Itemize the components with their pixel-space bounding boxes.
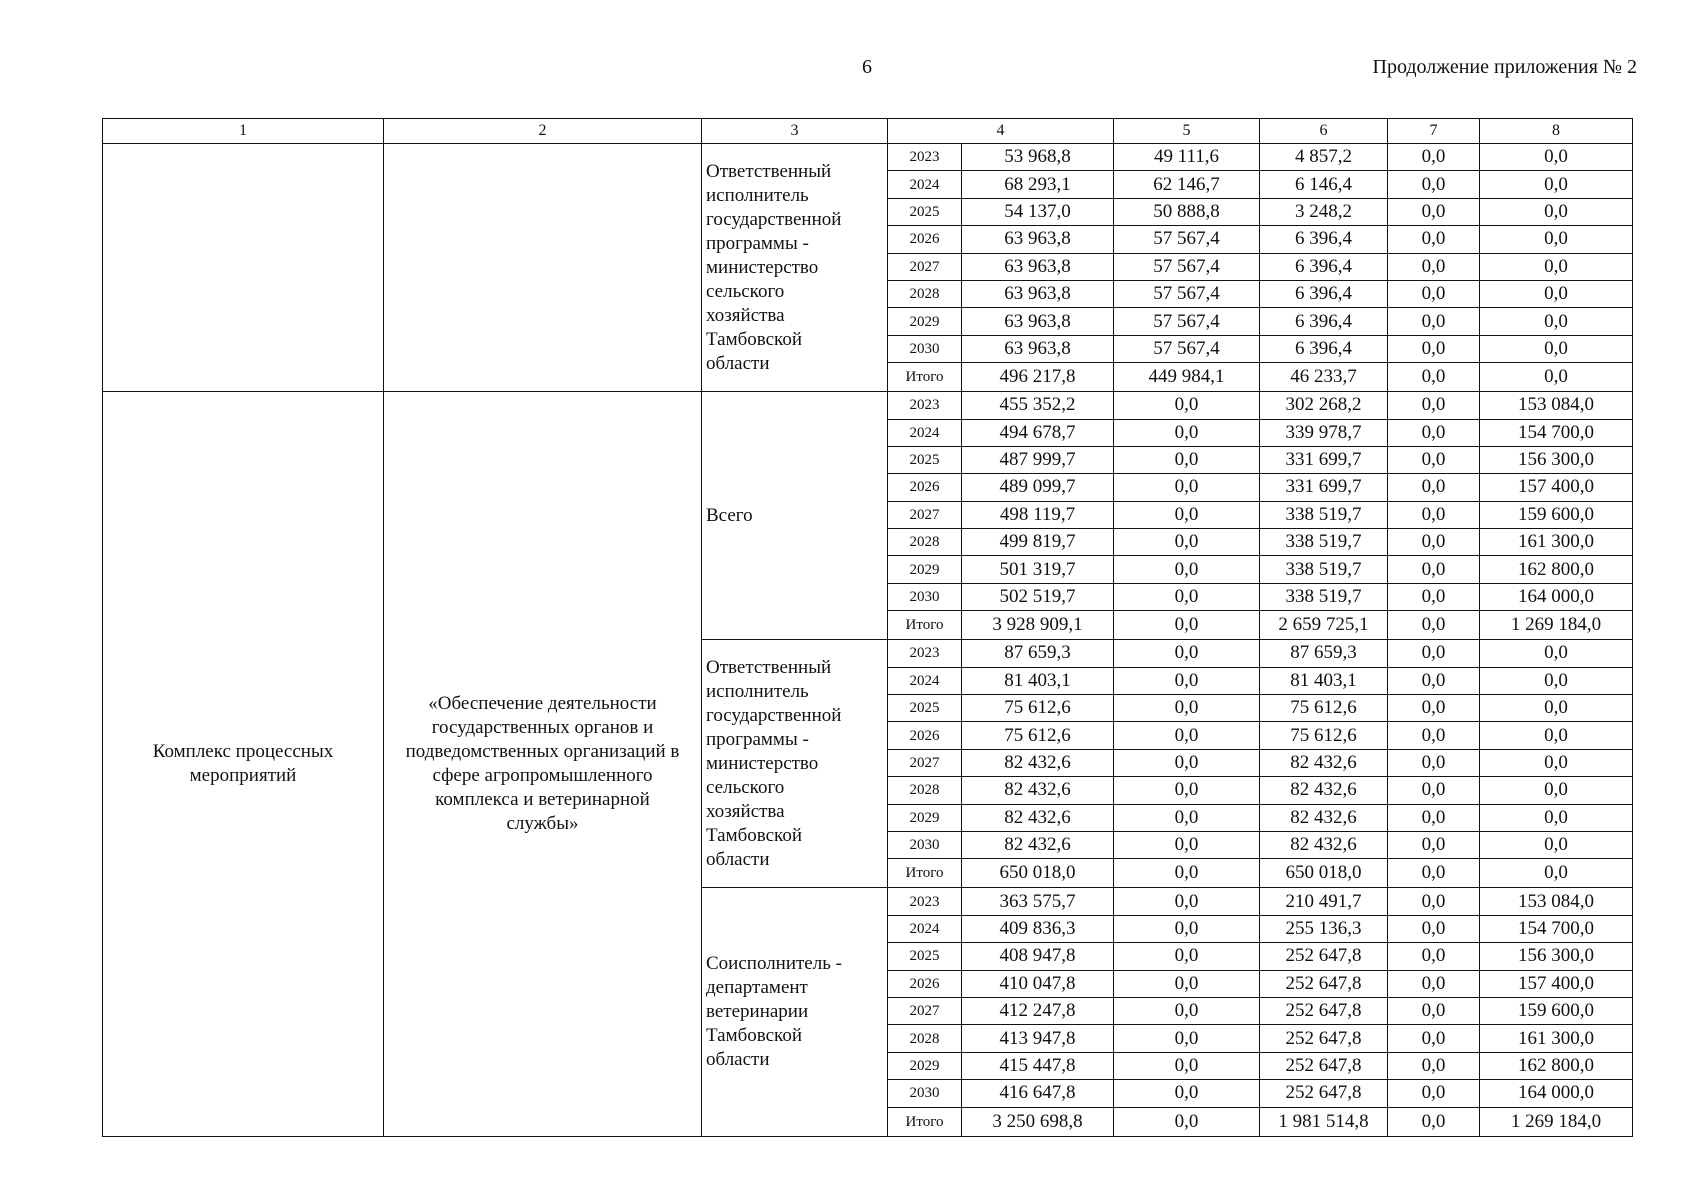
value-cell: 650 018,0: [962, 859, 1114, 888]
value-cell: 0,0: [1388, 695, 1480, 722]
year-cell: 2028: [888, 529, 962, 556]
year-cell: Итого: [888, 611, 962, 640]
complex-name-cell-line: комплекса и ветеринарной: [435, 788, 650, 810]
value-cell: 87 659,3: [962, 640, 1114, 667]
year-cell: 2028: [888, 1025, 962, 1052]
value-cell: 0,0: [1388, 363, 1480, 392]
value-cell: 0,0: [1388, 501, 1480, 528]
value-cell: 0,0: [1114, 1052, 1260, 1079]
year-cell: 2024: [888, 419, 962, 446]
value-cell: 0,0: [1114, 1080, 1260, 1107]
value-cell: 0,0: [1388, 529, 1480, 556]
year-cell: 2029: [888, 1052, 962, 1079]
table-row: [103, 392, 1633, 419]
executor-cell-line: ветеринарии: [706, 1000, 809, 1022]
value-cell: 0,0: [1388, 226, 1480, 253]
value-cell: 0,0: [1388, 392, 1480, 419]
year-cell: Итого: [888, 363, 962, 392]
executor-cell-line: Всего: [706, 504, 753, 526]
year-cell: 2025: [888, 446, 962, 473]
value-cell: 487 999,7: [962, 446, 1114, 473]
value-cell: 62 146,7: [1114, 171, 1260, 198]
value-cell: 6 396,4: [1260, 226, 1388, 253]
year-cell: 2023: [888, 144, 962, 171]
year-cell: 2026: [888, 474, 962, 501]
value-cell: 3 928 909,1: [962, 611, 1114, 640]
value-cell: 338 519,7: [1260, 501, 1388, 528]
executor-cell-line: области: [706, 352, 770, 374]
value-cell: 0,0: [1388, 997, 1480, 1024]
value-cell: 57 567,4: [1114, 335, 1260, 362]
value-cell: 1 269 184,0: [1480, 611, 1633, 640]
value-cell: 0,0: [1114, 777, 1260, 804]
value-cell: 6 396,4: [1260, 308, 1388, 335]
header-cell: 3: [702, 119, 888, 144]
value-cell: 0,0: [1388, 611, 1480, 640]
value-cell: 0,0: [1480, 749, 1633, 776]
year-cell: 2029: [888, 556, 962, 583]
value-cell: 0,0: [1480, 804, 1633, 831]
value-cell: 0,0: [1114, 474, 1260, 501]
value-cell: 159 600,0: [1480, 501, 1633, 528]
value-cell: 502 519,7: [962, 583, 1114, 610]
year-cell: 2025: [888, 695, 962, 722]
value-cell: 81 403,1: [962, 667, 1114, 694]
value-cell: 0,0: [1388, 722, 1480, 749]
value-cell: 0,0: [1480, 859, 1633, 888]
value-cell: 0,0: [1388, 1025, 1480, 1052]
value-cell: 0,0: [1114, 1107, 1260, 1136]
value-cell: 0,0: [1480, 280, 1633, 307]
value-cell: 408 947,8: [962, 943, 1114, 970]
value-cell: 0,0: [1480, 253, 1633, 280]
value-cell: 0,0: [1114, 722, 1260, 749]
value-cell: 415 447,8: [962, 1052, 1114, 1079]
value-cell: 252 647,8: [1260, 1052, 1388, 1079]
value-cell: 57 567,4: [1114, 280, 1260, 307]
table-row: [103, 144, 1633, 171]
year-cell: 2028: [888, 777, 962, 804]
year-cell: 2024: [888, 915, 962, 942]
header-cell: 4: [888, 119, 1114, 144]
value-cell: 161 300,0: [1480, 529, 1633, 556]
value-cell: 49 111,6: [1114, 144, 1260, 171]
value-cell: 0,0: [1114, 392, 1260, 419]
value-cell: 0,0: [1480, 695, 1633, 722]
value-cell: 496 217,8: [962, 363, 1114, 392]
value-cell: 363 575,7: [962, 888, 1114, 915]
value-cell: 164 000,0: [1480, 1080, 1633, 1107]
value-cell: 2 659 725,1: [1260, 611, 1388, 640]
value-cell: 81 403,1: [1260, 667, 1388, 694]
executor-cell-line: Соисполнитель -: [706, 952, 842, 974]
executor-cell-line: государственной: [706, 208, 842, 230]
value-cell: 0,0: [1114, 501, 1260, 528]
executor-cell-line: области: [706, 848, 770, 870]
value-cell: 0,0: [1388, 474, 1480, 501]
executor-cell-line: исполнитель: [706, 680, 809, 702]
value-cell: 494 678,7: [962, 419, 1114, 446]
year-cell: 2023: [888, 392, 962, 419]
year-cell: 2023: [888, 888, 962, 915]
value-cell: 0,0: [1388, 308, 1480, 335]
value-cell: 302 268,2: [1260, 392, 1388, 419]
executor-cell-line: министерство: [706, 752, 819, 774]
value-cell: 82 432,6: [962, 804, 1114, 831]
value-cell: 82 432,6: [962, 777, 1114, 804]
value-cell: 252 647,8: [1260, 997, 1388, 1024]
header-cell: 2: [384, 119, 702, 144]
value-cell: 164 000,0: [1480, 583, 1633, 610]
value-cell: 6 146,4: [1260, 171, 1388, 198]
value-cell: 0,0: [1388, 777, 1480, 804]
value-cell: 1 981 514,8: [1260, 1107, 1388, 1136]
value-cell: 63 963,8: [962, 280, 1114, 307]
value-cell: 63 963,8: [962, 226, 1114, 253]
executor-cell-line: сельского: [706, 280, 785, 302]
value-cell: 50 888,8: [1114, 198, 1260, 225]
value-cell: 87 659,3: [1260, 640, 1388, 667]
year-cell: 2024: [888, 171, 962, 198]
year-cell: 2027: [888, 253, 962, 280]
value-cell: 0,0: [1114, 859, 1260, 888]
complex-type-cell-line: Комплекс процессных: [152, 740, 334, 762]
value-cell: 3 248,2: [1260, 198, 1388, 225]
year-cell: 2030: [888, 831, 962, 858]
value-cell: 157 400,0: [1480, 474, 1633, 501]
complex-type-cell-line: мероприятий: [189, 764, 297, 786]
header-cell: 6: [1260, 119, 1388, 144]
value-cell: 410 047,8: [962, 970, 1114, 997]
value-cell: 210 491,7: [1260, 888, 1388, 915]
value-cell: 75 612,6: [1260, 722, 1388, 749]
value-cell: 82 432,6: [1260, 831, 1388, 858]
executor-cell-line: программы -: [706, 232, 809, 254]
year-cell: Итого: [888, 1107, 962, 1136]
value-cell: 0,0: [1114, 446, 1260, 473]
value-cell: 0,0: [1388, 915, 1480, 942]
executor-cell: [702, 392, 888, 640]
value-cell: 0,0: [1114, 997, 1260, 1024]
value-cell: 75 612,6: [962, 722, 1114, 749]
executor-cell-line: министерство: [706, 256, 819, 278]
value-cell: 0,0: [1114, 583, 1260, 610]
value-cell: 0,0: [1114, 556, 1260, 583]
executor-cell-line: хозяйства: [706, 800, 785, 822]
value-cell: 153 084,0: [1480, 392, 1633, 419]
value-cell: 0,0: [1114, 970, 1260, 997]
year-cell: 2030: [888, 335, 962, 362]
value-cell: 0,0: [1388, 583, 1480, 610]
page-number: 6: [862, 56, 872, 78]
value-cell: 0,0: [1388, 1052, 1480, 1079]
year-cell: 2025: [888, 198, 962, 225]
value-cell: 449 984,1: [1114, 363, 1260, 392]
value-cell: 0,0: [1480, 308, 1633, 335]
year-cell: 2027: [888, 501, 962, 528]
value-cell: 338 519,7: [1260, 556, 1388, 583]
year-cell: 2023: [888, 640, 962, 667]
executor-cell-line: департамент: [706, 976, 808, 998]
value-cell: 255 136,3: [1260, 915, 1388, 942]
value-cell: 0,0: [1114, 943, 1260, 970]
value-cell: 0,0: [1480, 144, 1633, 171]
value-cell: 0,0: [1480, 335, 1633, 362]
year-cell: 2026: [888, 226, 962, 253]
value-cell: 499 819,7: [962, 529, 1114, 556]
value-cell: 75 612,6: [1260, 695, 1388, 722]
year-cell: 2030: [888, 583, 962, 610]
executor-cell: [702, 144, 888, 392]
year-cell: 2027: [888, 749, 962, 776]
value-cell: 57 567,4: [1114, 226, 1260, 253]
value-cell: 1 269 184,0: [1480, 1107, 1633, 1136]
value-cell: 63 963,8: [962, 335, 1114, 362]
value-cell: 0,0: [1114, 611, 1260, 640]
value-cell: 0,0: [1388, 1107, 1480, 1136]
year-cell: 2026: [888, 970, 962, 997]
value-cell: 157 400,0: [1480, 970, 1633, 997]
value-cell: 0,0: [1480, 226, 1633, 253]
value-cell: 3 250 698,8: [962, 1107, 1114, 1136]
value-cell: 0,0: [1388, 888, 1480, 915]
value-cell: 0,0: [1114, 640, 1260, 667]
value-cell: 57 567,4: [1114, 308, 1260, 335]
executor-cell-line: хозяйства: [706, 304, 785, 326]
header-row: [103, 119, 1633, 144]
value-cell: 0,0: [1388, 804, 1480, 831]
value-cell: 82 432,6: [1260, 804, 1388, 831]
value-cell: 0,0: [1480, 640, 1633, 667]
value-cell: 0,0: [1114, 1025, 1260, 1052]
value-cell: 0,0: [1114, 915, 1260, 942]
value-cell: 0,0: [1114, 419, 1260, 446]
value-cell: 650 018,0: [1260, 859, 1388, 888]
value-cell: 416 647,8: [962, 1080, 1114, 1107]
value-cell: 501 319,7: [962, 556, 1114, 583]
value-cell: 68 293,1: [962, 171, 1114, 198]
value-cell: 63 963,8: [962, 308, 1114, 335]
value-cell: 57 567,4: [1114, 253, 1260, 280]
year-cell: 2028: [888, 280, 962, 307]
value-cell: 338 519,7: [1260, 529, 1388, 556]
header-cell: 8: [1480, 119, 1633, 144]
value-cell: 0,0: [1114, 695, 1260, 722]
value-cell: 252 647,8: [1260, 943, 1388, 970]
value-cell: 153 084,0: [1480, 888, 1633, 915]
value-cell: 0,0: [1480, 363, 1633, 392]
empty-cell-col1: [103, 144, 384, 392]
value-cell: 0,0: [1388, 419, 1480, 446]
value-cell: 0,0: [1388, 667, 1480, 694]
complex-name-cell-line: сфере агропромышленного: [432, 764, 653, 786]
executor-cell-line: сельского: [706, 776, 785, 798]
value-cell: 0,0: [1114, 749, 1260, 776]
value-cell: 54 137,0: [962, 198, 1114, 225]
complex-name-cell-line: подведомственных организаций в: [405, 740, 680, 762]
complex-name-cell-line: службы»: [506, 812, 579, 834]
year-cell: 2027: [888, 997, 962, 1024]
value-cell: 252 647,8: [1260, 1080, 1388, 1107]
value-cell: 6 396,4: [1260, 280, 1388, 307]
value-cell: 46 233,7: [1260, 363, 1388, 392]
value-cell: 0,0: [1114, 888, 1260, 915]
value-cell: 154 700,0: [1480, 419, 1633, 446]
value-cell: 63 963,8: [962, 253, 1114, 280]
year-cell: 2030: [888, 1080, 962, 1107]
header-cell: 5: [1114, 119, 1260, 144]
year-cell: 2024: [888, 667, 962, 694]
value-cell: 0,0: [1388, 144, 1480, 171]
value-cell: 0,0: [1480, 171, 1633, 198]
value-cell: 154 700,0: [1480, 915, 1633, 942]
year-cell: 2029: [888, 308, 962, 335]
value-cell: 159 600,0: [1480, 997, 1633, 1024]
value-cell: 82 432,6: [962, 749, 1114, 776]
complex-name-cell: [384, 392, 702, 1136]
value-cell: 0,0: [1388, 335, 1480, 362]
value-cell: 409 836,3: [962, 915, 1114, 942]
executor-cell-line: программы -: [706, 728, 809, 750]
year-cell: Итого: [888, 859, 962, 888]
value-cell: 162 800,0: [1480, 556, 1633, 583]
header-cell: 7: [1388, 119, 1480, 144]
value-cell: 489 099,7: [962, 474, 1114, 501]
empty-cell-col2: [384, 144, 702, 392]
value-cell: 0,0: [1480, 198, 1633, 225]
value-cell: 4 857,2: [1260, 144, 1388, 171]
value-cell: 0,0: [1388, 640, 1480, 667]
header-cell: 1: [103, 119, 384, 144]
value-cell: 0,0: [1388, 253, 1480, 280]
value-cell: 161 300,0: [1480, 1025, 1633, 1052]
value-cell: 0,0: [1114, 529, 1260, 556]
value-cell: 0,0: [1388, 171, 1480, 198]
value-cell: 412 247,8: [962, 997, 1114, 1024]
executor-cell-line: области: [706, 1048, 770, 1070]
value-cell: 0,0: [1114, 667, 1260, 694]
value-cell: 6 396,4: [1260, 335, 1388, 362]
value-cell: 331 699,7: [1260, 474, 1388, 501]
value-cell: 82 432,6: [1260, 749, 1388, 776]
value-cell: 75 612,6: [962, 695, 1114, 722]
complex-name-cell-line: «Обеспечение деятельности: [428, 692, 657, 714]
complex-name-cell-line: государственных органов и: [431, 716, 654, 738]
year-cell: 2026: [888, 722, 962, 749]
value-cell: 0,0: [1388, 556, 1480, 583]
value-cell: 156 300,0: [1480, 446, 1633, 473]
executor-cell-line: Тамбовской: [706, 824, 802, 846]
value-cell: 0,0: [1388, 280, 1480, 307]
budget-table: [102, 118, 1633, 1137]
executor-cell-line: государственной: [706, 704, 842, 726]
executor-cell-line: Тамбовской: [706, 1024, 802, 1046]
value-cell: 0,0: [1388, 749, 1480, 776]
value-cell: 455 352,2: [962, 392, 1114, 419]
value-cell: 0,0: [1388, 831, 1480, 858]
value-cell: 82 432,6: [1260, 777, 1388, 804]
value-cell: 0,0: [1388, 198, 1480, 225]
value-cell: 252 647,8: [1260, 970, 1388, 997]
year-cell: 2025: [888, 943, 962, 970]
value-cell: 6 396,4: [1260, 253, 1388, 280]
executor-cell-line: Ответственный: [706, 656, 832, 678]
value-cell: 413 947,8: [962, 1025, 1114, 1052]
executor-cell-line: исполнитель: [706, 184, 809, 206]
complex-type-cell: [103, 392, 384, 1136]
value-cell: 53 968,8: [962, 144, 1114, 171]
value-cell: 331 699,7: [1260, 446, 1388, 473]
value-cell: 339 978,7: [1260, 419, 1388, 446]
value-cell: 0,0: [1480, 777, 1633, 804]
value-cell: 0,0: [1480, 831, 1633, 858]
executor-cell-line: Тамбовской: [706, 328, 802, 350]
value-cell: 0,0: [1114, 804, 1260, 831]
value-cell: 0,0: [1388, 446, 1480, 473]
value-cell: 0,0: [1388, 859, 1480, 888]
value-cell: 0,0: [1388, 943, 1480, 970]
value-cell: 498 119,7: [962, 501, 1114, 528]
value-cell: 0,0: [1114, 831, 1260, 858]
value-cell: 338 519,7: [1260, 583, 1388, 610]
executor-cell-line: Ответственный: [706, 160, 832, 182]
value-cell: 0,0: [1388, 970, 1480, 997]
executor-cell: [702, 640, 888, 888]
value-cell: 0,0: [1480, 667, 1633, 694]
value-cell: 0,0: [1388, 1080, 1480, 1107]
appendix-note: Продолжение приложения № 2: [1372, 56, 1637, 78]
value-cell: 156 300,0: [1480, 943, 1633, 970]
value-cell: 0,0: [1480, 722, 1633, 749]
value-cell: 252 647,8: [1260, 1025, 1388, 1052]
value-cell: 82 432,6: [962, 831, 1114, 858]
executor-cell: [702, 888, 888, 1136]
value-cell: 162 800,0: [1480, 1052, 1633, 1079]
year-cell: 2029: [888, 804, 962, 831]
